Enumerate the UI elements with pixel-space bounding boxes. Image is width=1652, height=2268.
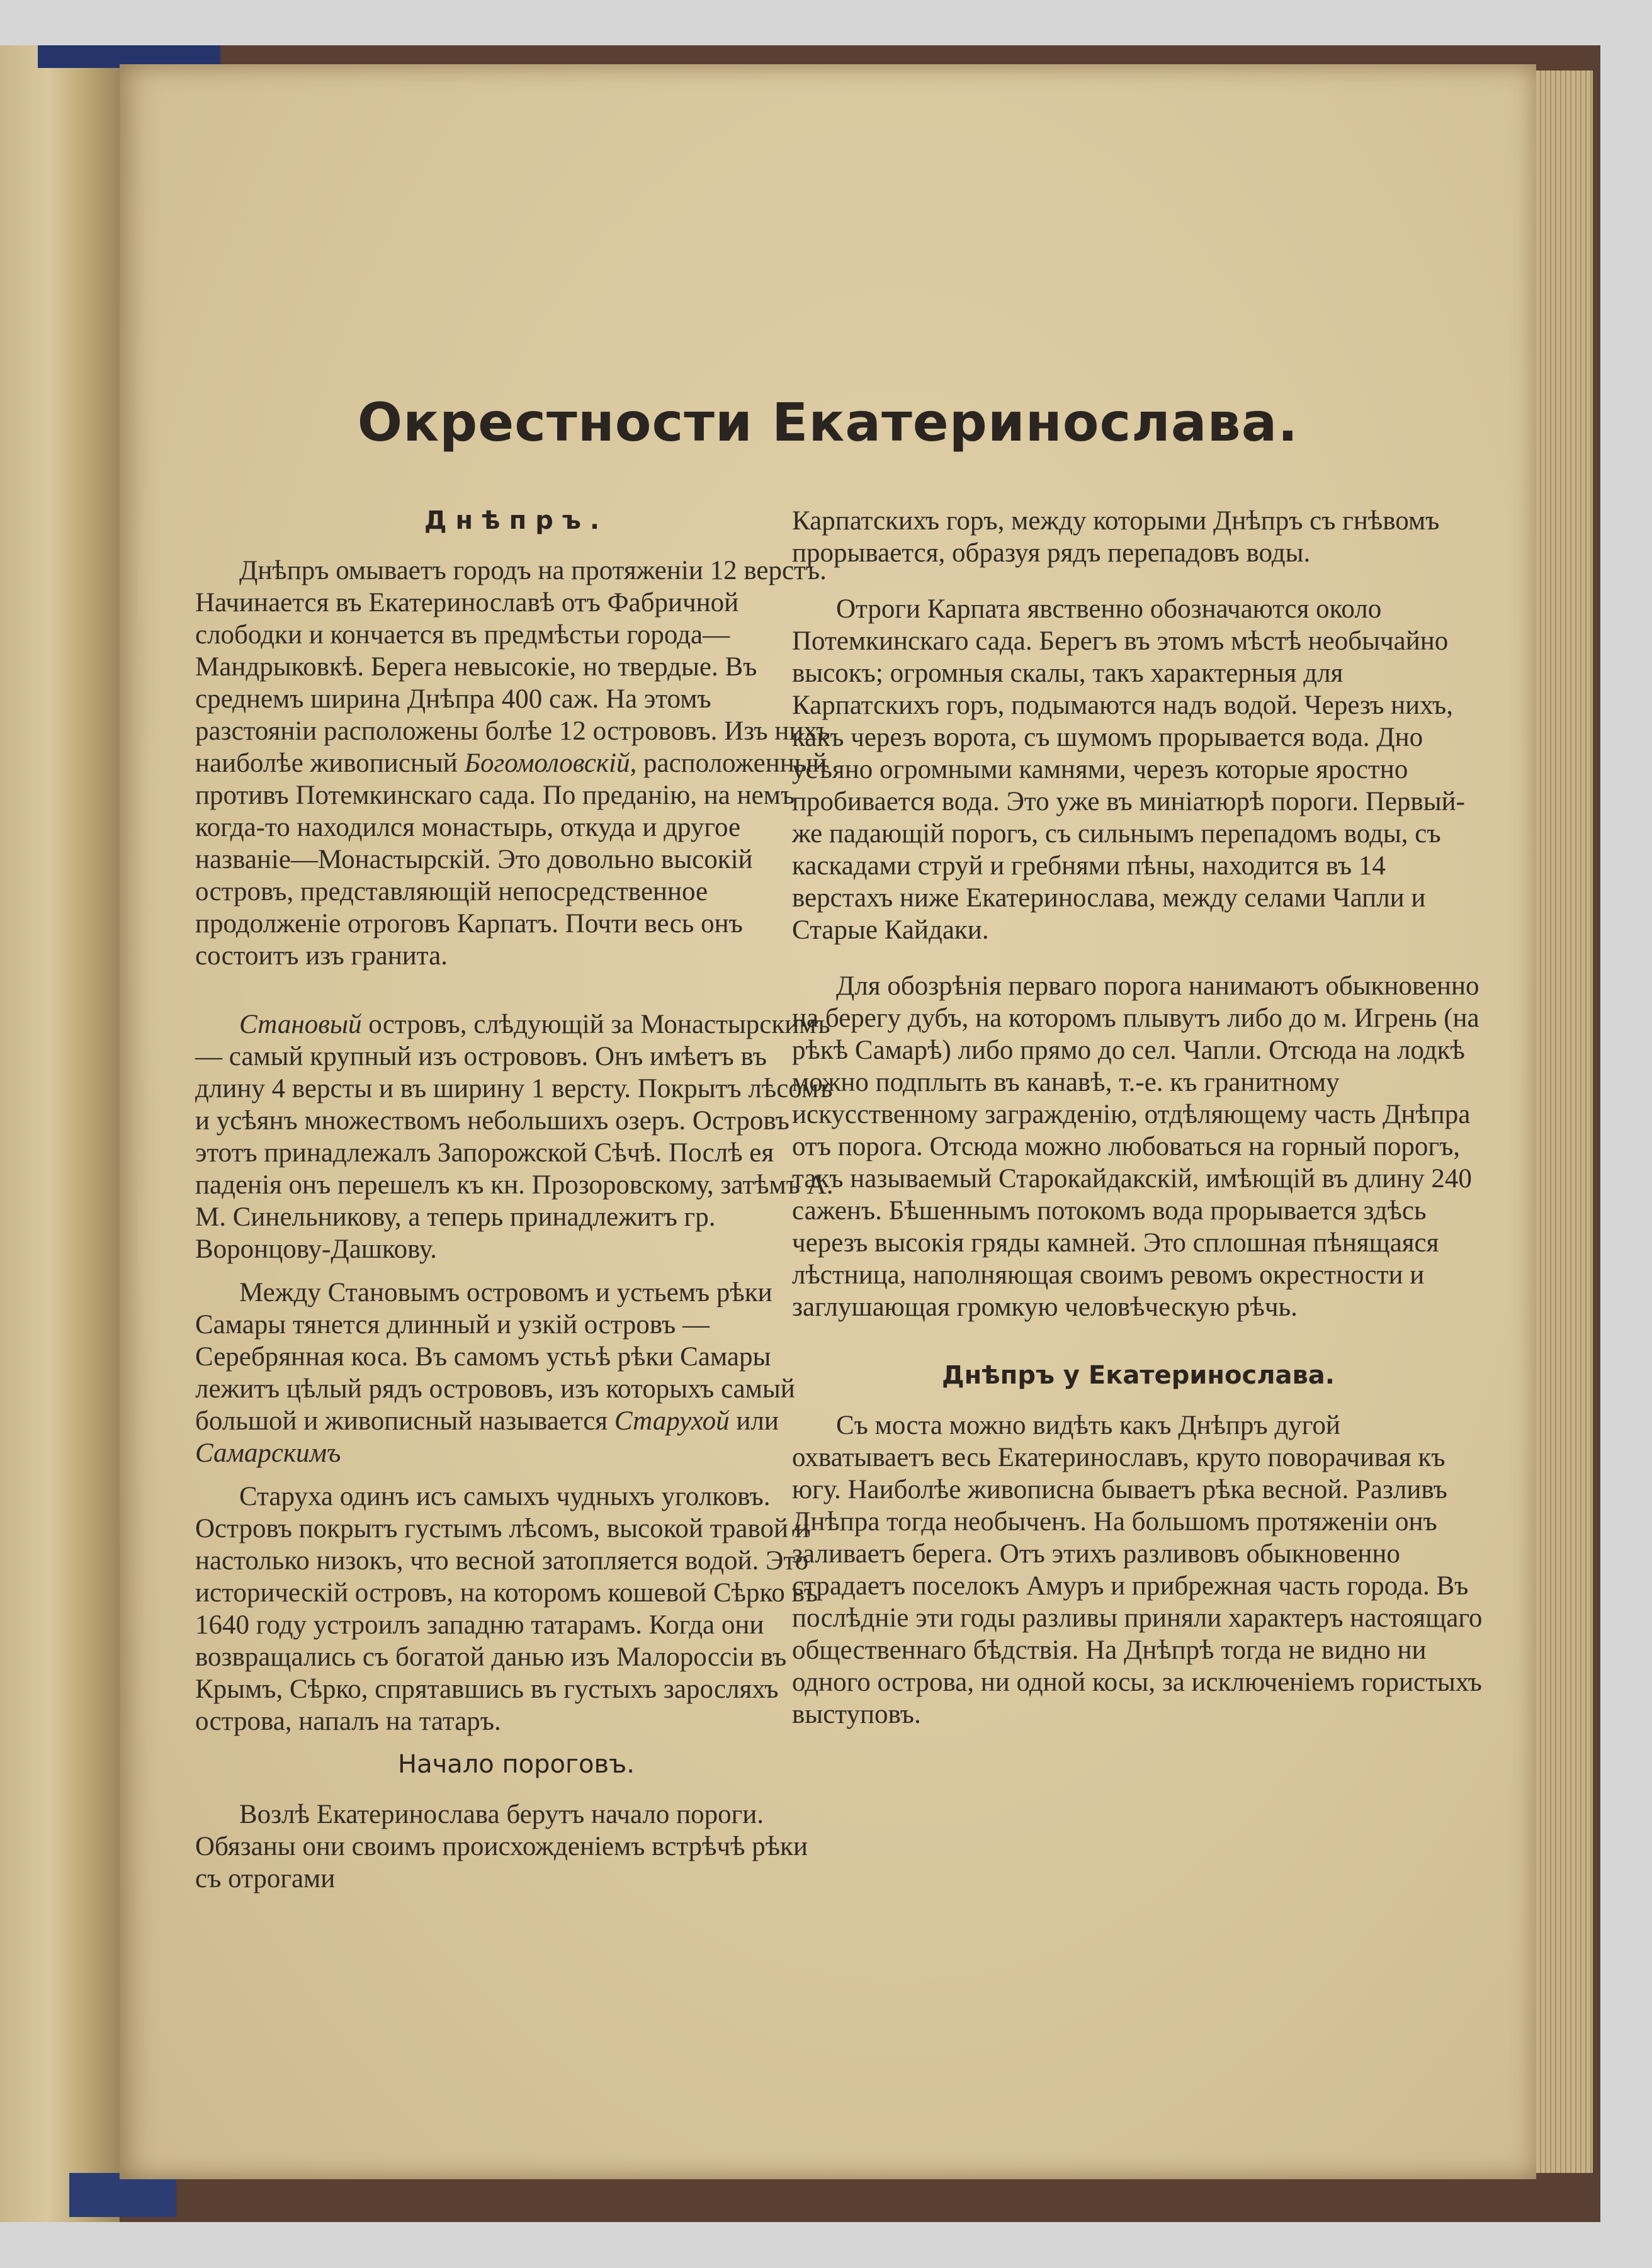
section-heading-porogi: Начало пороговъ. [397,1750,635,1779]
paragraph: Между Становымъ островомъ и устьемъ рѣки Самары тянется длинный и узкій островъ — Серебрянная коса. Въ самомъ устьѣ рѣки Самары лежитъ цѣлый рядъ острововъ, изъ которыхъ самый большой и живописный называется Старухой или Самарскимъ [195,1278,795,1468]
book-page [120,64,1536,2179]
paragraph: Старуха одинъ исъ самыхъ чудныхъ уголковъ. Островъ покрытъ густымъ лѣсомъ, высокой травой и настолько низокъ, что весной затопляется водой. Это историческій островъ, на которомъ кошевой Сѣрко въ 1640 году устроилъ западню татарамъ. Когда они возвращались съ богатой данью изъ Малороссіи въ Крымъ, Сѣрко, спрятавшись въ густыхъ заросляхъ острова, напалъ на татаръ. [195,1482,818,1736]
right-column [792,505,1485,1742]
paragraph: Отроги Карпата явственно обозначаются около Потемкинскаго сада. Берегъ въ этомъ мѣстѣ необычайно высокъ; огромныя скалы, такъ характерныя для Карпатскихъ горъ, подымаются надъ водой. Черезъ нихъ, какъ черезъ ворота, съ шумомъ прорывается вода. Дно усѣяно огромными камнями, черезъ которые яростно пробивается вода. Это уже въ миніатюрѣ пороги. Первый-же падающій порогъ, съ сильнымъ перепадомъ воды, съ каскадами струй и гребнями пѣны, находится въ 14 верстахъ ниже Екатеринослава, между селами Чапли и Старые Кайдаки. [792,594,1465,945]
section-heading-dnepr-u-ekaterinoslava: Днѣпръ у Екатеринослава. [941,1361,1335,1390]
scanned-book-spread [0,45,1600,2222]
page-title: Окрестности Екатеринослава. [357,392,1299,453]
binding-tape-bottom [69,2173,176,2217]
page-stack-edge [1536,71,1593,2173]
left-page-edge [0,45,120,2222]
paragraph: Для обозрѣнія перваго порога нанимаютъ обыкновенно на берегу дубъ, на которомъ плывутъ либо до м. Игрень (на рѣкѣ Самарѣ) либо прямо до сел. Чапли. Отсюда на лодкѣ можно подплыть въ канавѣ, т.-е. къ гранитному искусственному загражденію, отдѣляющему часть Днѣпра отъ порога. Отсюда можно любоваться на горный порогъ, такъ называемый Старокайдакскій, имѣющій въ длину 240 саженъ. Бѣшеннымъ потокомъ вода прорывается здѣсь черезъ высокія гряды камней. Это сплошная пѣнящаяся лѣстница, наполняющая своимъ ревомъ окрестности и заглушающая громкую человѣческую рѣчь. [792,971,1479,1322]
paragraph: Карпатскихъ горъ, между которыми Днѣпръ съ гнѣвомъ прорывается, образуя рядъ перепадовъ воды. [792,506,1440,568]
paragraph: Днѣпръ омываетъ городъ на протяженіи 12 верстъ. Начинается въ Екатеринославѣ отъ Фабричной слободки и кончается въ предмѣстьи города—Мандрыковкѣ. Берега невысокіе, но твердые. Въ среднемъ ширина Днѣпра 400 саж. На этомъ разстояніи расположены болѣе 12 острововъ. Изъ нихъ наиболѣе живописный Богомоловскій, расположенный противъ Потемкинскаго сада. По преданію, на немъ когда-то находился монастырь, откуда и другое названіе—Монастырскій. Это довольно высокій островъ, представляющій непосредственное продолженіе отроговъ Карпатъ. Почти весь онъ состоитъ изъ гранита. [195,556,830,971]
paragraph: Съ моста можно видѣть какъ Днѣпръ дугой охватываетъ весь Екатеринославъ, круто поворачивая къ югу. Наиболѣе живописна бываетъ рѣка весной. Разливъ Днѣпра тогда необыченъ. На большомъ протяженіи онъ заливаетъ берега. Отъ этихъ разливовъ обыкновенно страдаетъ поселокъ Амуръ и прибрежная часть города. Въ послѣдніе эти годы разливы приняли характеръ настоящаго общественнаго бѣдствія. На Днѣпрѣ тогда не видно ни одного острова, ни одной косы, за исключеніемъ гористыхъ выступовъ. [792,1411,1483,1729]
left-column [195,505,837,1906]
section-heading-dnepr: Днѣпръ. [424,506,609,535]
paragraph: Становый островъ, слѣдующій за Монастырскимъ — самый крупный изъ острововъ. Онъ имѣетъ въ длину 4 версты и въ ширину 1 версту. Покрытъ лѣсомъ и усѣянъ множествомъ небольшихъ озеръ. Островъ этотъ принадлежалъ Запорожской Сѣчѣ. Послѣ ея паденія онъ перешелъ къ кн. Прозоровскому, затѣмъ А. М. Синельникову, а теперь принадлежитъ гр. Воронцову-Дашкову. [195,1010,834,1264]
paragraph: Возлѣ Екатеринослава берутъ начало пороги. Обязаны они своимъ происхожденіемъ встрѣчѣ рѣки съ отрогами [195,1800,808,1893]
